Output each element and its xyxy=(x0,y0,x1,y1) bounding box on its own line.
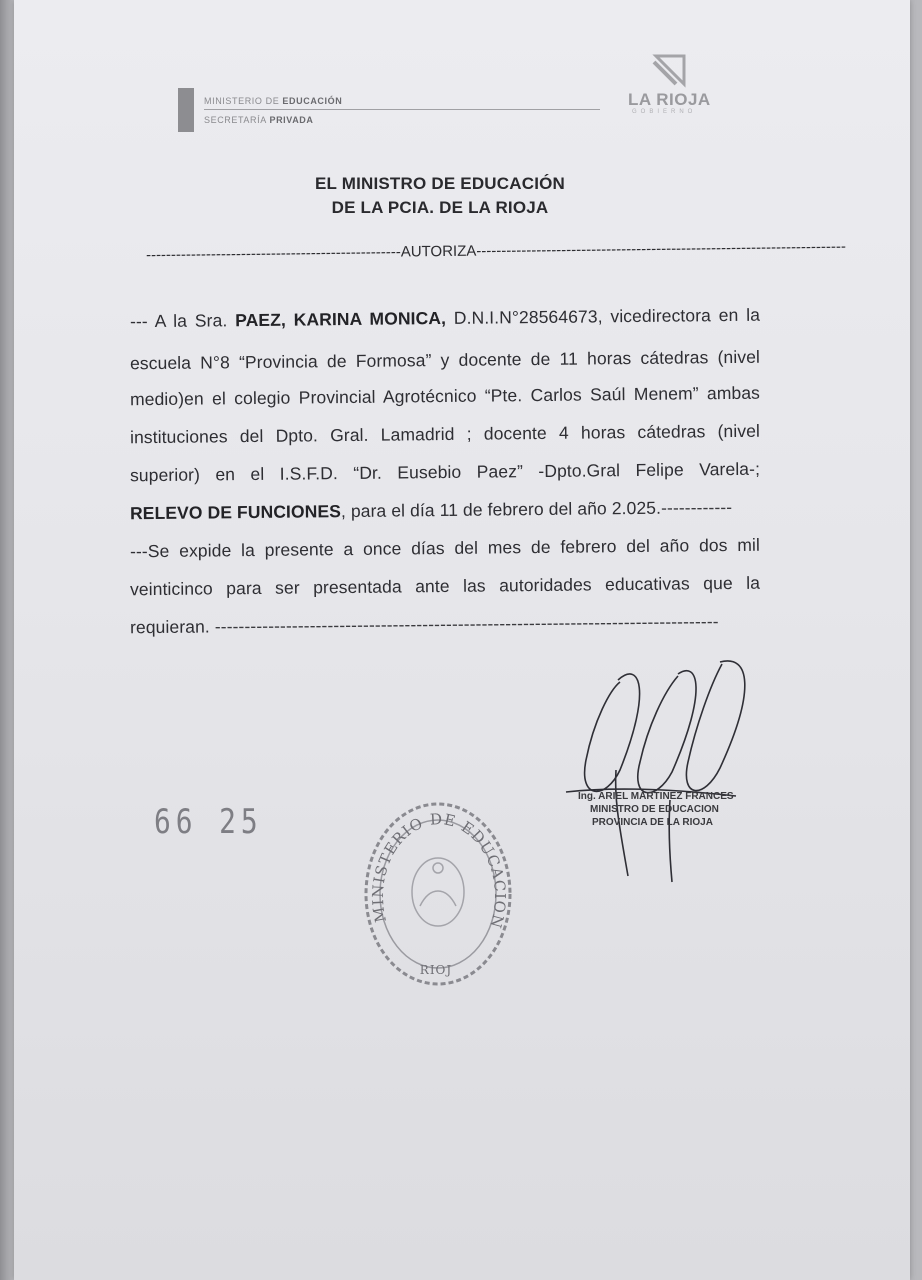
la-rioja-logo-icon xyxy=(650,54,690,88)
body-l9-dashes: ------------------------------------------------------------------------------------- xyxy=(214,611,719,637)
secretary-label xyxy=(204,115,314,125)
body-line-3: medio)en el colegio Provincial Agrotécnico “Pte. Carlos Saúl Menem” ambas xyxy=(129,382,761,410)
secretary-name: PRIVADA xyxy=(269,115,314,125)
signer-name: Ing. ARIEL MARTINEZ FRANCES xyxy=(578,791,734,802)
handwritten-signature xyxy=(560,650,780,890)
ministry-label xyxy=(204,96,342,106)
body-l9-text: requieran. xyxy=(129,616,210,638)
seal-ring-textpath: MINISTERIO DE EDUCACION xyxy=(368,810,510,931)
body-line-5: superior) en el I.S.F.D. “Dr. Eusebio Paez” -Dpto.Gral Felipe Varela-; xyxy=(129,458,761,486)
body-line-7: ---Se expide la presente a once días del mes de febrero del año dos mil xyxy=(129,534,761,562)
autoriza-dashes-right: -------------------------------------------------------------------------- xyxy=(476,238,847,260)
body-l1-prefix: --- A la Sra. xyxy=(129,310,228,332)
header-accent-bar xyxy=(178,88,194,132)
logo-subtext: GOBIERNO xyxy=(632,109,697,115)
body-l6-dashes: ------------ xyxy=(660,496,733,518)
logo-text: LA RIOJA xyxy=(628,90,711,109)
ministry-prefix: MINISTERIO DE xyxy=(204,96,280,106)
signer-province: PROVINCIA DE LA RIOJA xyxy=(592,817,713,828)
body-l6-rest: , para el día 11 de febrero del año 2.025. xyxy=(340,497,662,522)
signer-role: MINISTRO DE EDUCACION xyxy=(590,804,719,815)
stamp-number: 66 25 xyxy=(154,802,263,842)
body-l1-rest: D.N.I.N°28564673, vicedirectora en la xyxy=(453,304,761,328)
seal-bottom-text: RIOJ xyxy=(419,963,453,977)
relevo-heading: RELEVO DE FUNCIONES xyxy=(129,501,342,524)
body-line-8: veinticinco para ser presentada ante las autoridades educativas que la xyxy=(129,572,761,600)
header-rule xyxy=(204,109,600,110)
signature-block xyxy=(578,790,758,829)
person-name: PAEZ, KARINA MONICA, xyxy=(235,307,447,331)
document-title-line1: EL MINISTRO DE EDUCACIÓN xyxy=(314,174,566,193)
autoriza-word: AUTORIZA xyxy=(400,242,477,261)
official-seal xyxy=(358,796,518,992)
document-title-line2: DE LA PCIA. DE LA RIOJA xyxy=(331,198,549,217)
autoriza-dashes-left: --------------------------------------------------- xyxy=(145,243,401,264)
body-line-2: escuela N°8 “Provincia de Formosa” y docente de 11 horas cátedras (nivel xyxy=(129,346,761,374)
secretary-prefix: SECRETARÍA xyxy=(204,115,267,125)
seal-ring-text xyxy=(369,810,509,931)
ministry-name: EDUCACIÓN xyxy=(282,96,343,106)
seal-emblem-icon xyxy=(412,858,464,926)
body-line-4: instituciones del Dpto. Gral. Lamadrid ; docente 4 horas cátedras (nivel xyxy=(129,420,761,448)
